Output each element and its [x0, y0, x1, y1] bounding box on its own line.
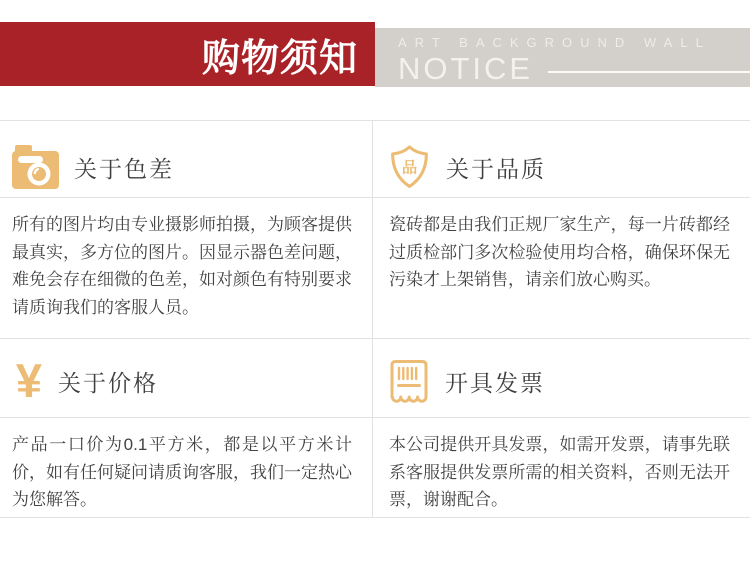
section-title: 开具发票 [445, 369, 545, 396]
section-paragraph: 所有的图片均由专业摄影师拍摄，为顾客提供最真实，多方位的图片。因显示器色差问题，难免会存在细微的色差，如对颜色有特别要求请质询我们的客服人员。 [12, 215, 352, 317]
section-body-quality [372, 198, 750, 338]
section-body-color-difference [0, 198, 372, 338]
section-header-price [0, 339, 372, 417]
banner-subtitle-en: ART BACKGROUND WALL [398, 35, 711, 50]
banner-notice-row [398, 51, 750, 87]
banner-title: 购物须知 [201, 37, 358, 80]
section-title: 关于色差 [74, 155, 174, 182]
banner-horizontal-rule [548, 71, 750, 73]
section-header-invoice [372, 339, 750, 417]
section-paragraph: 本公司提供开具发票，如需开发票，请事先联系客服提供发票所需的相关资料，否则无法开票，谢谢配合。 [389, 435, 730, 509]
row-headers-bottom [0, 339, 750, 418]
section-body-price [0, 418, 372, 517]
row-bodies-bottom [0, 418, 750, 518]
banner-notice-text: NOTICE [398, 51, 534, 86]
notice-grid [0, 120, 750, 518]
banner-subtitle-block [375, 28, 750, 87]
section-paragraph: 产品一口价为0.1平方米，都是以平方米计价，如有任何疑问请质询客服，我们一定热心为您解答。 [12, 435, 352, 509]
section-title: 关于价格 [58, 369, 158, 396]
yuan-currency-icon [14, 354, 44, 407]
yuan-glyph: ¥ [15, 354, 43, 407]
banner-title-block [0, 22, 375, 86]
row-bodies-top [0, 198, 750, 339]
shield-glyph: 品 [401, 159, 418, 177]
section-paragraph: 瓷砖都是由我们正规厂家生产，每一片砖都经过质检部门多次检验使用均合格，确保环保无污染才上架销售，请亲们放心购买。 [389, 215, 730, 289]
row-headers-top [0, 121, 750, 198]
quality-shield-icon [389, 145, 430, 189]
invoice-receipt-icon [389, 358, 429, 404]
section-header-color-difference [0, 121, 372, 197]
section-header-quality [372, 121, 750, 197]
section-body-invoice [372, 418, 750, 517]
camera-icon [12, 144, 60, 190]
section-title: 关于品质 [446, 155, 546, 182]
